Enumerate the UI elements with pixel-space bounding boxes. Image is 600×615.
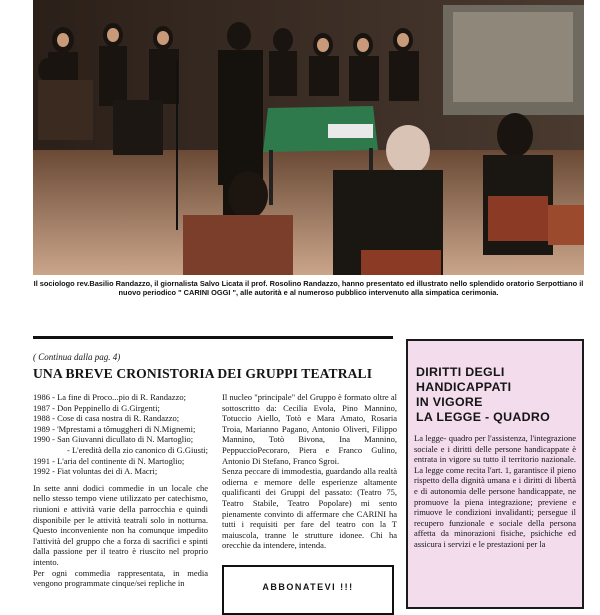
photo-caption: Il sociologo rev.Basilio Randazzo, il giornalista Salvo Licata il prof. Rosolino Randazzo, hanno presentato ed illustrato nello splendido oratorio Serpottiano il nuovo periodico " CARINI OGGI ", alle autorità e al numeroso pubblico intervenuto alla simpatica cerimonia. [33,279,584,298]
chronology-item: 1988 - Cose di casa nostra di R. Randazzo; [33,413,180,424]
sidebar-title-line: HANDICAPPATI [416,380,512,394]
subscribe-box: ABBONATEVI !!! [222,565,394,615]
chronology-item: 1986 - La fine di Proco...pio di R. Randazzo; [33,392,186,402]
event-photo [33,0,584,275]
article-column-left [33,392,208,589]
section-rule [33,336,393,339]
article-paragraph: Per ogni commedia rappresentata, in media vengono programmate cinque/sei repliche in [33,567,208,589]
chronology-item: 1990 - San Giuvanni dicullato di N. Martoglio; [33,434,194,445]
article-paragraph: Senza peccare di immodestia, guardando alla realtà odierna e memore delle esperienze altamente qualificanti dei Gruppi del passato: (Teatro 75, Teatro Stabile, Teatro Popolare) mi sento pienamente convinto di affermare che CARINI ha tutti i requisiti per fare del teatro con la T maiuscola, tranne le strutture idonee. Chi ha orecchie da intendere, intenda. [222,466,397,551]
sidebar-body: La legge- quadro per l'assistenza, l'integrazione sociale e i diritti delle persone handicappate è entrata in vigore su tutto il territorio nazionale. La legge come recita l'art. 1, garantisce il pieno rispetto della dignità umana e i diritti di libertà e di autonomia delle persone handicappate, ne promuove la piena integrazione; previene e rimuove le condizioni invalidanti; persegue il recupero funzionale e sociale della persona affetta da minorazioni fisiche, psichiche ed assicura i servizi e le prestazioni per la [414,433,576,549]
article-paragraph: Il nucleo "principale" del Gruppo è formato oltre al sottoscritto da: Cecilia Evola, Pino Mannino, Totuccio Aiello, Totò e Mara Amato, Rosaria Troia, Marianno Pagano, Antonio Oliveri, Filippo Mannino, Totò Bivona, Ina Mannino, PeppuccioPecoraro, Piera e Franco Gulino, Antonio Di Stefano, Franco Sgroi. [222,392,397,466]
article-paragraph: In sette anni dodici commedie in un locale che nello stesso tempo viene utilizzato per catechismo, riunioni e attività varie della parrocchia e quindi disponibile per le attività teatrali solo in notturna. Questo inconveniente non ha comunque impedito l'attività del gruppo che a forza di sacrifici e spinti dalla passione per il teatro è riuscito nel proprio intento. [33,482,208,567]
chronology-item: - L'eredità della zio canonico di G.Giusti; [67,444,208,455]
sidebar-box [406,339,584,609]
continued-note: ( Continua dalla pag. 4) [33,352,121,362]
article-headline: UNA BREVE CRONISTORIA DEI GRUPPI TEATRALI [33,366,373,381]
chronology-item: 1989 - 'Mprestami a tômuggheri di N.Mignemi; [33,423,196,434]
chronology-item: 1987 - Don Peppinello di G.Girgenti; [33,402,160,413]
chronology-item: 1991 - L'aria del continente di N. Martoglio; [33,455,185,466]
sidebar-title-line: LA LEGGE - QUADRO [416,410,551,424]
photo-icon [33,0,584,275]
article-column-right [222,392,397,551]
sidebar-title-line: IN VIGORE [416,395,483,409]
sidebar-title [416,365,582,425]
sidebar-title-line: DIRITTI DEGLI [416,365,505,379]
chronology-item: 1992 - Fiat voluntas dei di A. Macri; [33,466,158,477]
